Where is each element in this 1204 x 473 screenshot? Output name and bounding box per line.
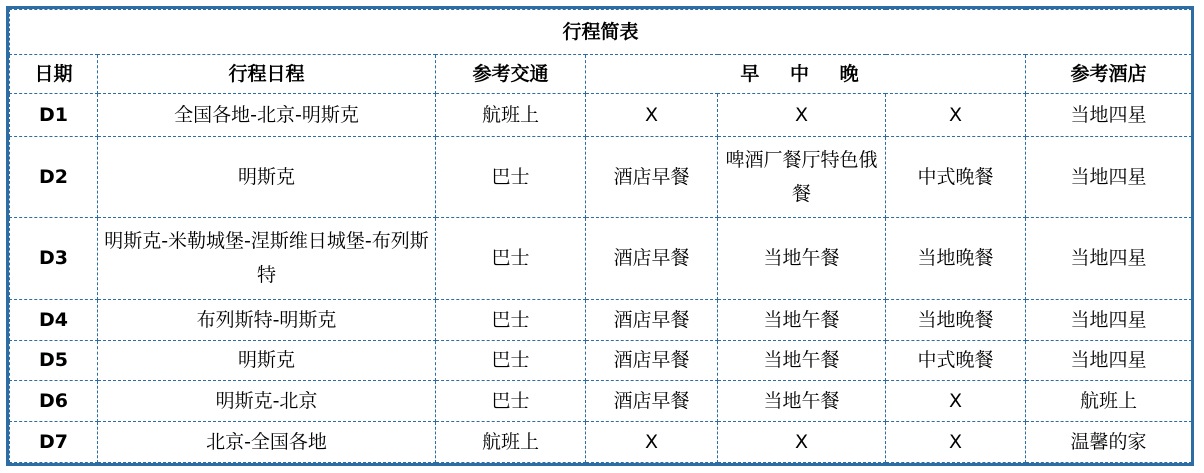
dinner-cell: X bbox=[886, 422, 1026, 463]
title-row bbox=[10, 10, 1192, 55]
table-title: 行程简表 bbox=[10, 10, 1192, 55]
transport-cell: 航班上 bbox=[436, 422, 586, 463]
header-hotel: 参考酒店 bbox=[1026, 54, 1192, 93]
breakfast-cell: X bbox=[586, 93, 718, 136]
hotel-cell: 温馨的家 bbox=[1026, 422, 1192, 463]
transport-cell: 巴士 bbox=[436, 340, 586, 381]
table-row bbox=[10, 136, 1192, 218]
table-row bbox=[10, 340, 1192, 381]
lunch-cell: X bbox=[718, 93, 886, 136]
day-cell: D4 bbox=[10, 299, 98, 340]
itinerary-table bbox=[9, 9, 1192, 463]
header-date: 日期 bbox=[10, 54, 98, 93]
hotel-cell: 当地四星 bbox=[1026, 136, 1192, 218]
route-cell: 布列斯特-明斯克 bbox=[98, 299, 436, 340]
table-row bbox=[10, 422, 1192, 463]
dinner-cell: 当地晚餐 bbox=[886, 299, 1026, 340]
breakfast-cell: 酒店早餐 bbox=[586, 381, 718, 422]
breakfast-cell: 酒店早餐 bbox=[586, 299, 718, 340]
header-itinerary: 行程日程 bbox=[98, 54, 436, 93]
transport-cell: 巴士 bbox=[436, 299, 586, 340]
header-transport: 参考交通 bbox=[436, 54, 586, 93]
lunch-cell: 当地午餐 bbox=[718, 218, 886, 300]
table-row bbox=[10, 218, 1192, 300]
table-row bbox=[10, 299, 1192, 340]
day-cell: D1 bbox=[10, 93, 98, 136]
breakfast-cell: 酒店早餐 bbox=[586, 340, 718, 381]
hotel-cell: 当地四星 bbox=[1026, 93, 1192, 136]
table-row bbox=[10, 93, 1192, 136]
transport-cell: 巴士 bbox=[436, 381, 586, 422]
lunch-cell: 啤酒厂餐厅特色俄餐 bbox=[718, 136, 886, 218]
transport-cell: 巴士 bbox=[436, 218, 586, 300]
table-row bbox=[10, 381, 1192, 422]
route-cell: 明斯克-米勒城堡-涅斯维日城堡-布列斯特 bbox=[98, 218, 436, 300]
dinner-cell: X bbox=[886, 381, 1026, 422]
route-cell: 明斯克 bbox=[98, 340, 436, 381]
header-meals: 早 中 晚 bbox=[586, 54, 1026, 93]
breakfast-cell: X bbox=[586, 422, 718, 463]
day-cell: D5 bbox=[10, 340, 98, 381]
dinner-cell: 当地晚餐 bbox=[886, 218, 1026, 300]
route-cell: 明斯克 bbox=[98, 136, 436, 218]
breakfast-cell: 酒店早餐 bbox=[586, 136, 718, 218]
route-cell: 全国各地-北京-明斯克 bbox=[98, 93, 436, 136]
day-cell: D3 bbox=[10, 218, 98, 300]
lunch-cell: X bbox=[718, 422, 886, 463]
lunch-cell: 当地午餐 bbox=[718, 299, 886, 340]
hotel-cell: 当地四星 bbox=[1026, 218, 1192, 300]
route-cell: 北京-全国各地 bbox=[98, 422, 436, 463]
day-cell: D2 bbox=[10, 136, 98, 218]
dinner-cell: X bbox=[886, 93, 1026, 136]
route-cell: 明斯克-北京 bbox=[98, 381, 436, 422]
breakfast-cell: 酒店早餐 bbox=[586, 218, 718, 300]
header-row bbox=[10, 54, 1192, 93]
day-cell: D6 bbox=[10, 381, 98, 422]
dinner-cell: 中式晚餐 bbox=[886, 136, 1026, 218]
dinner-cell: 中式晚餐 bbox=[886, 340, 1026, 381]
hotel-cell: 当地四星 bbox=[1026, 340, 1192, 381]
hotel-cell: 当地四星 bbox=[1026, 299, 1192, 340]
lunch-cell: 当地午餐 bbox=[718, 381, 886, 422]
transport-cell: 巴士 bbox=[436, 136, 586, 218]
lunch-cell: 当地午餐 bbox=[718, 340, 886, 381]
day-cell: D7 bbox=[10, 422, 98, 463]
hotel-cell: 航班上 bbox=[1026, 381, 1192, 422]
transport-cell: 航班上 bbox=[436, 93, 586, 136]
